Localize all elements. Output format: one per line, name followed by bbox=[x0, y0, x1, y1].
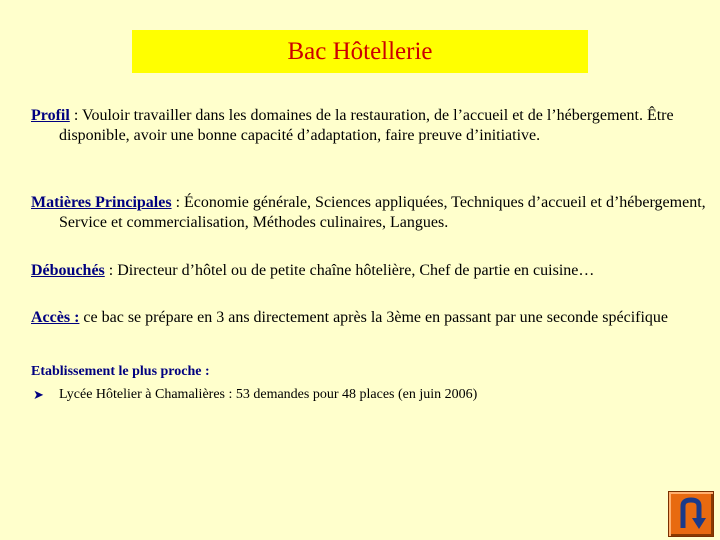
nearest-heading: Etablissement le plus proche : bbox=[31, 364, 210, 379]
section-term: Débouchés bbox=[31, 262, 105, 279]
arrow-bullet-icon: ➤ bbox=[33, 387, 44, 402]
return-button[interactable] bbox=[668, 491, 714, 537]
section-text: ce bac se prépare en 3 ans directement après la 3ème en passant par une seconde spécifique bbox=[79, 309, 669, 326]
section-text: : Directeur d’hôtel ou de petite chaîne hôtelière, Chef de partie en cuisine… bbox=[104, 262, 595, 279]
list-item-text: Lycée Hôtelier à Chamalières : 53 demandes pour 48 places (en juin 2006) bbox=[59, 387, 478, 402]
title-box bbox=[132, 30, 588, 73]
return-u-turn-icon bbox=[669, 492, 713, 536]
section-term: Matières Principales bbox=[31, 194, 172, 211]
section-text: : Économie générale, Sciences appliquées, Techniques d’accueil et d’hébergement, Service et commercialisation, Méthodes culinaires, Langues. bbox=[59, 194, 706, 231]
section-term: Accès : bbox=[31, 309, 80, 326]
section-debouches bbox=[31, 261, 719, 281]
page-title: Bac Hôtellerie bbox=[287, 37, 433, 65]
section-text: : Vouloir travailler dans les domaines de la restauration, de l’accueil et de l’hébergement. Être disponible, avoir une bonne capacité d’adaptation, faire preuve d’initiative. bbox=[59, 107, 674, 144]
section-acces bbox=[31, 308, 719, 328]
section-profil bbox=[31, 106, 719, 146]
list-item bbox=[33, 387, 477, 403]
section-term: Profil bbox=[31, 107, 70, 124]
section-matieres bbox=[31, 193, 719, 233]
